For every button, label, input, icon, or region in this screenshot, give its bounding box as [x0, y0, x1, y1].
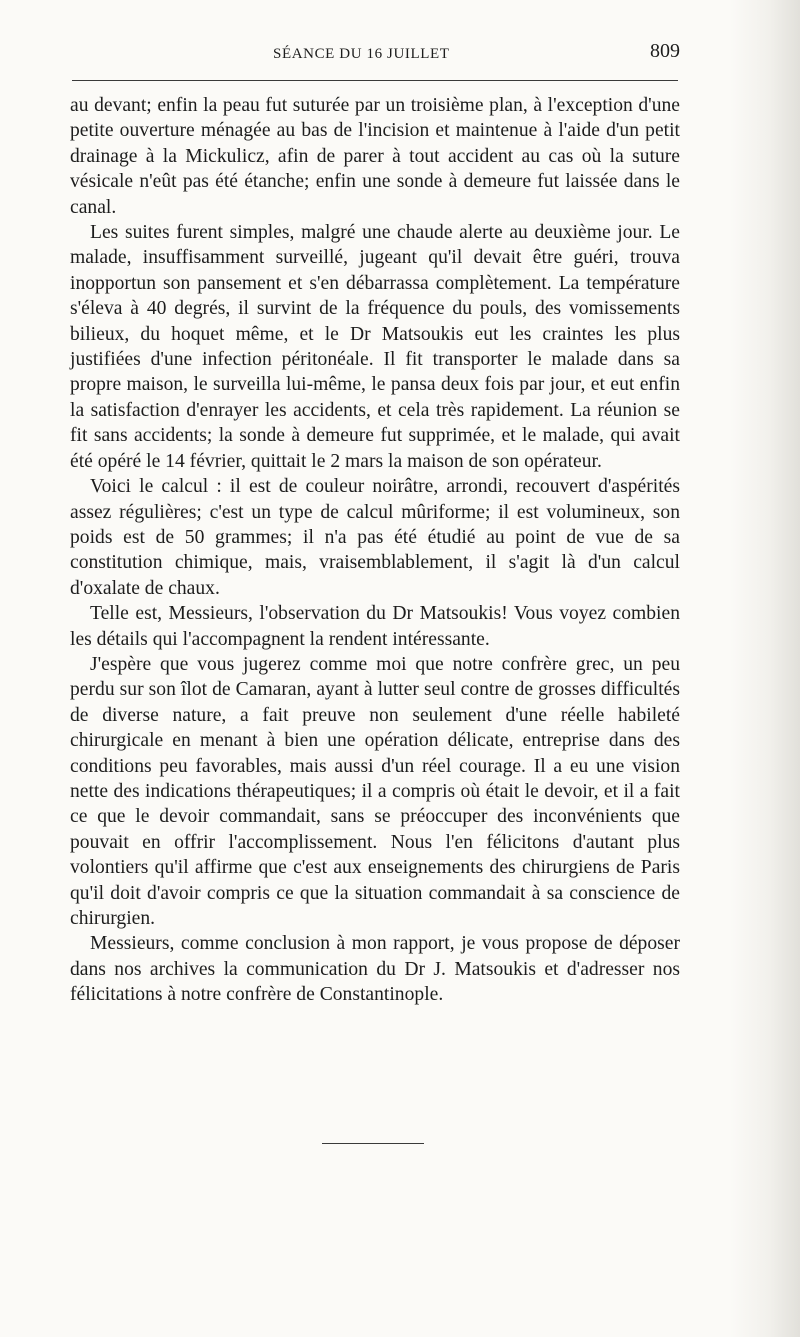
paragraph-suture-closure: au devant; enfin la peau fut suturée par un troisième plan, à l'exception d'une petite ouverture ménagée au bas de l'incision et maintenue à l'aide d'un petit drainage à la Mickulicz, afin de parer à tout accident au cas où la suture vésicale n'eût pas été étanche; enfin une sonde à demeure fut laissée dans le canal. [70, 95, 680, 218]
header-rule [72, 80, 678, 81]
paragraph-conclusion: Messieurs, comme conclusion à mon rapport, je vous propose de déposer dans nos archives la communication du Dr J. Matsoukis et d'adresser nos félicitations à notre confrère de Constantinople. [70, 933, 680, 1006]
page-number: 809 [650, 40, 680, 62]
paragraph-calculus-description: Voici le calcul : il est de couleur noirâtre, arrondi, recouvert d'aspérités assez régulières; c'est un type de calcul mûriforme; il est volumineux, son poids est de 50 grammes; il n'a pas été étudié au point de vue de sa constitution chimique, mais, vraisemblablement, il s'agit là d'un calcul d'oxalate de chaux. [70, 476, 680, 599]
page-header [70, 40, 680, 70]
paragraph-postoperative-course: Les suites furent simples, malgré une chaude alerte au deuxième jour. Le malade, insuffisamment surveillé, jugeant qu'il devait être guéri, trouva inopportun son pansement et s'en débarrassa complètement. La température s'éleva à 40 degrés, il survint de la fréquence du pouls, des vomissements bilieux, du hoquet même, et le Dr Matsoukis eut les craintes les plus justifiées d'une infection péritonéale. Il fit transporter le malade dans sa propre maison, le surveilla lui-même, le pansa deux fois par jour, et eut enfin la satisfaction d'enrayer les accidents, et cela très rapidement. La réunion se fit sans accidents; la sonde à demeure fut supprimée, et le malade, qui avait été opéré le 14 février, quittait le 2 mars la maison de son opérateur. [70, 222, 680, 472]
page-edge-shading [730, 0, 800, 1337]
end-rule [322, 1143, 424, 1144]
running-head: SÉANCE DU 16 JUILLET [273, 46, 450, 62]
body-text [70, 93, 680, 1008]
paragraph-commendation: J'espère que vous jugerez comme moi que notre confrère grec, un peu perdu sur son îlot de Camaran, ayant à lutter seul contre de grosses difficultés de diverse nature, a fait preuve non seulement d'une réelle habileté chirurgicale en menant à bien une opération délicate, entreprise dans des conditions peu favorables, mais aussi d'un réel courage. Il a eu une vision nette des indications thérapeutiques; il a compris où était le devoir, et il a fait ce que le devoir commandait, sans se préoccuper des inconvénients que pouvait en offrir l'accomplissement. Nous l'en félicitons d'autant plus volontiers qu'il affirme que c'est aux enseignements des chirurgiens de Paris qu'il doit d'avoir compris ce que la situation commandait à sa conscience de chirurgien. [70, 653, 680, 929]
paragraph-observation-summary: Telle est, Messieurs, l'observation du Dr Matsoukis! Vous voyez combien les détails qui l'accompagnent la rendent intéressante. [70, 603, 680, 650]
